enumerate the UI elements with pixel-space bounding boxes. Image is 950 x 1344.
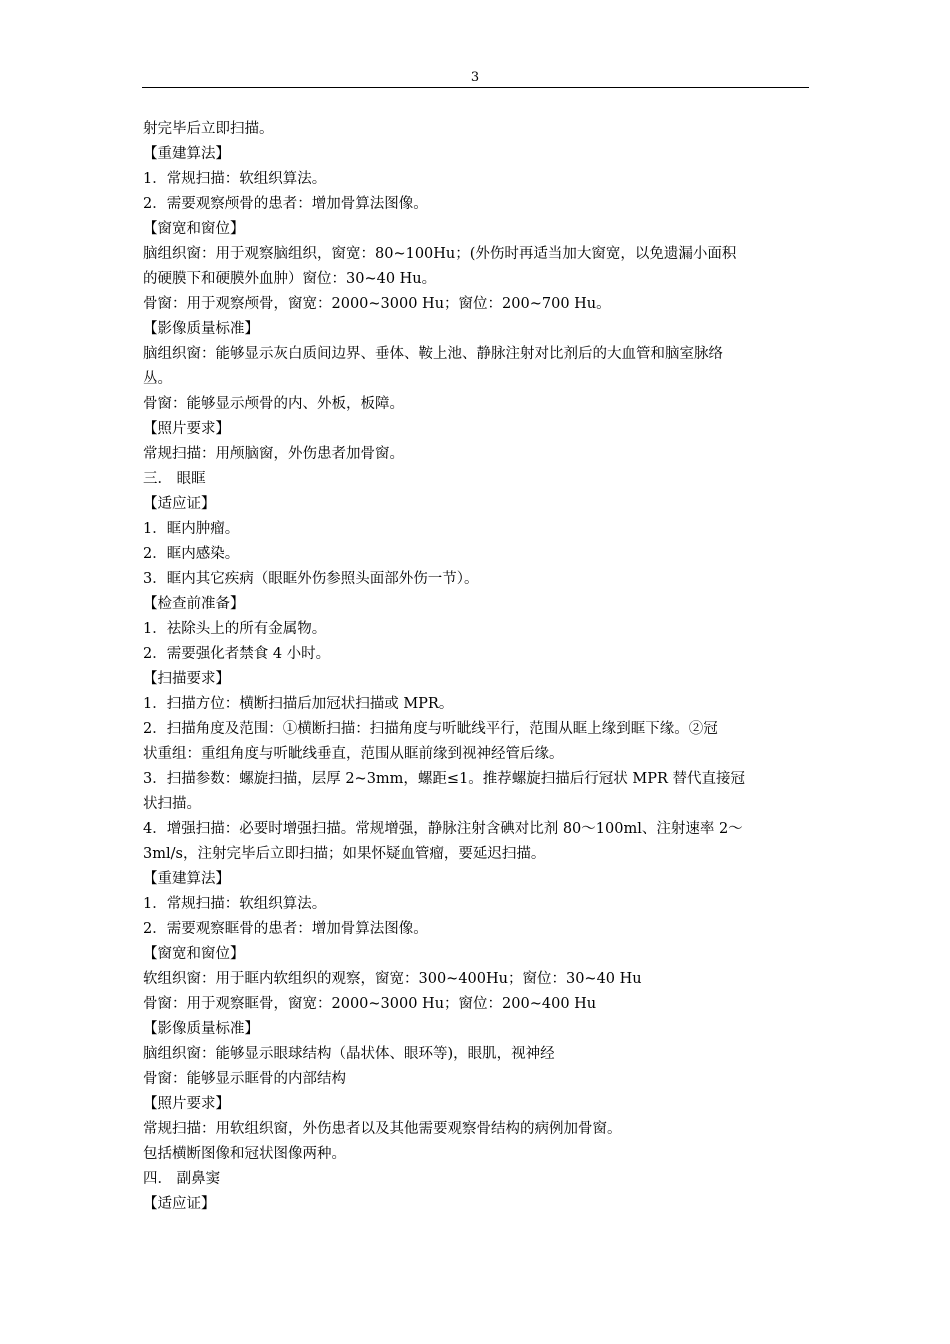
text-line: 【适应证】	[143, 1196, 216, 1212]
text-line: 四． 副鼻窦	[143, 1171, 221, 1187]
text-line: 1．眶内肿瘤。	[143, 521, 240, 537]
text-line: 2．眶内感染。	[143, 546, 240, 562]
text-line: 包括横断图像和冠状图像两种。	[143, 1146, 346, 1162]
text-line: 【影像质量标准】	[143, 1021, 259, 1037]
text-line: 【重建算法】	[143, 146, 230, 162]
text-line: 软组织窗：用于眶内软组织的观察，窗宽：300~400Hu；窗位：30~40 Hu	[143, 971, 642, 987]
text-line: 脑组织窗：能够显示灰白质间边界、垂体、鞍上池、静脉注射对比剂后的大血管和脑室脉络	[143, 346, 723, 362]
text-line: 1．常规扫描：软组织算法。	[143, 896, 327, 912]
text-line: 脑组织窗：用于观察脑组织，窗宽：80~100Hu；(外伤时再适当加大窗宽，以免遗漏小面积	[143, 246, 737, 262]
text-line: 【重建算法】	[143, 871, 230, 887]
text-line: 状重组：重组角度与听眦线垂直，范围从眶前缘到视神经管后缘。	[143, 746, 564, 762]
header-rule	[142, 87, 809, 88]
text-line: 【照片要求】	[143, 421, 230, 437]
text-line: 常规扫描：用颅脑窗，外伤患者加骨窗。	[143, 446, 404, 462]
text-line: 4．增强扫描：必要时增强扫描。常规增强，静脉注射含碘对比剂 80～100ml、注射速率 2～	[143, 821, 743, 837]
text-line: 【适应证】	[143, 496, 216, 512]
text-line: 1．扫描方位：横断扫描后加冠状扫描或 MPR。	[143, 696, 454, 712]
text-line: 3ml/s，注射完毕后立即扫描；如果怀疑血管瘤，要延迟扫描。	[143, 846, 546, 862]
text-line: 1．常规扫描：软组织算法。	[143, 171, 327, 187]
text-line: 骨窗：用于观察眶骨，窗宽：2000~3000 Hu；窗位：200~400 Hu	[143, 996, 597, 1012]
text-line: 3．扫描参数：螺旋扫描，层厚 2~3mm，螺距≤1。推荐螺旋扫描后行冠状 MPR 替代直接冠	[143, 771, 746, 787]
text-line: 丛。	[143, 371, 172, 387]
text-line: 【窗宽和窗位】	[143, 946, 245, 962]
text-line: 三． 眼眶	[143, 471, 206, 487]
text-line: 骨窗：能够显示眶骨的内部结构	[143, 1071, 346, 1087]
document-body	[143, 117, 811, 1217]
text-line: 2．需要强化者禁食 4 小时。	[143, 646, 331, 662]
text-line: 的硬膜下和硬膜外血肿）窗位：30~40 Hu。	[143, 271, 437, 287]
text-line: 骨窗：用于观察颅骨，窗宽：2000~3000 Hu；窗位：200~700 Hu。	[143, 296, 611, 312]
text-line: 1．祛除头上的所有金属物。	[143, 621, 327, 637]
page-number: 3	[470, 70, 480, 85]
text-line: 2．需要观察眶骨的患者：增加骨算法图像。	[143, 921, 428, 937]
text-line: 脑组织窗：能够显示眼球结构（晶状体、眼环等)，眼肌，视神经	[143, 1046, 555, 1062]
text-line: 【影像质量标准】	[143, 321, 259, 337]
text-line: 【检查前准备】	[143, 596, 245, 612]
text-line: 【照片要求】	[143, 1096, 230, 1112]
text-line: 射完毕后立即扫描。	[143, 121, 274, 137]
text-line: 2．扫描角度及范围：①横断扫描：扫描角度与听眦线平行，范围从眶上缘到眶下缘。②冠	[143, 721, 718, 737]
text-line: 【窗宽和窗位】	[143, 221, 245, 237]
text-line: 【扫描要求】	[143, 671, 230, 687]
text-line: 3．眶内其它疾病（眼眶外伤参照头面部外伤一节）。	[143, 571, 479, 587]
text-line: 骨窗：能够显示颅骨的内、外板，板障。	[143, 396, 404, 412]
text-line: 状扫描。	[143, 796, 201, 812]
text-line: 常规扫描：用软组织窗，外伤患者以及其他需要观察骨结构的病例加骨窗。	[143, 1121, 622, 1137]
text-line: 2．需要观察颅骨的患者：增加骨算法图像。	[143, 196, 428, 212]
